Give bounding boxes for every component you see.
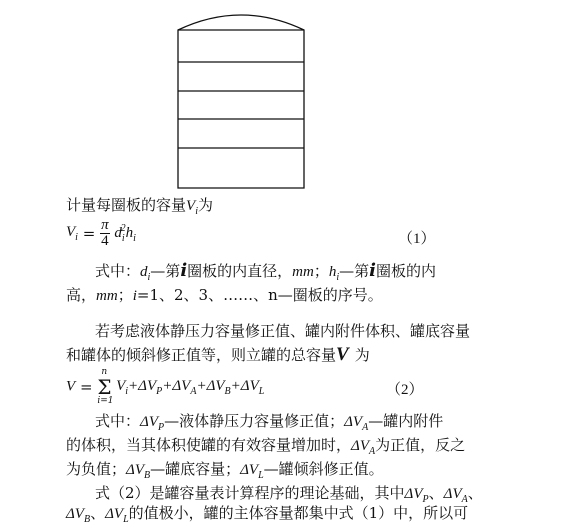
sum-symbol: n Σ i=1: [97, 367, 114, 406]
eq2-number: （2）: [386, 382, 424, 398]
eq1-fraction: $\frac{\pi}{4}$: [101, 217, 109, 249]
intro-var: $V_i$: [186, 198, 198, 217]
equation-1: [66, 218, 546, 252]
intro-line: [66, 194, 546, 217]
equation-2: V = n Σ i=1 $V_i+\Delta V_P+\Delta V_A+\Delta V_B+\Delta V_L$: [66, 367, 265, 406]
eq2-rhs: $V_i+\Delta V_P+\Delta V_A+\Delta V_B+\Delta V_L$: [116, 377, 265, 397]
para3-line1: 式（2）是罐容量表计算程序的理论基础，其中$\Delta V_P$、$\Delta V_A$、: [95, 484, 483, 505]
eq1-rhs: $d_i^2h_i$: [114, 223, 136, 244]
para3-line2: $\Delta V_B$、$\Delta V_L$的值极小，罐的主体容量都集中式（1）中，所以可: [66, 504, 469, 525]
eq1-lhs: $V_i$: [66, 224, 78, 243]
para2-line2: 和罐体的倾斜修正值等，则立罐的总容量V 为: [66, 344, 370, 365]
intro-tail: 为: [197, 196, 213, 214]
def2-line2: 的体积，当其体积使罐的有效容量增加时，$\Delta V_A$为正值，反之: [66, 436, 466, 457]
def2-line3: 为负值；$\Delta V_B—$罐底容量；$\Delta V_L—$罐倾斜修正值。: [66, 460, 384, 481]
tank-diagram: [0, 0, 480, 200]
intro-text: 计量每圈板的容量: [66, 196, 187, 214]
eq1-equals: =: [82, 224, 96, 243]
tank-outline: [178, 15, 304, 188]
para2-line1: 若考虑液体静压力容量修正值、罐内附件体积、罐底容量: [95, 322, 471, 340]
eq1-number: （1）: [398, 231, 436, 247]
def1-line1: 式中：$d_i—$第i圈板的内直径，mm；$h_i—$第i圈板的内: [95, 260, 437, 283]
def2-line1: 式中：$\Delta V_P—$液体静压力容量修正值；$\Delta V_A—$罐内附件: [95, 412, 444, 433]
def1-line2: 高，mm；i=1、2、3、……、n—圈板的序号。: [66, 286, 383, 304]
